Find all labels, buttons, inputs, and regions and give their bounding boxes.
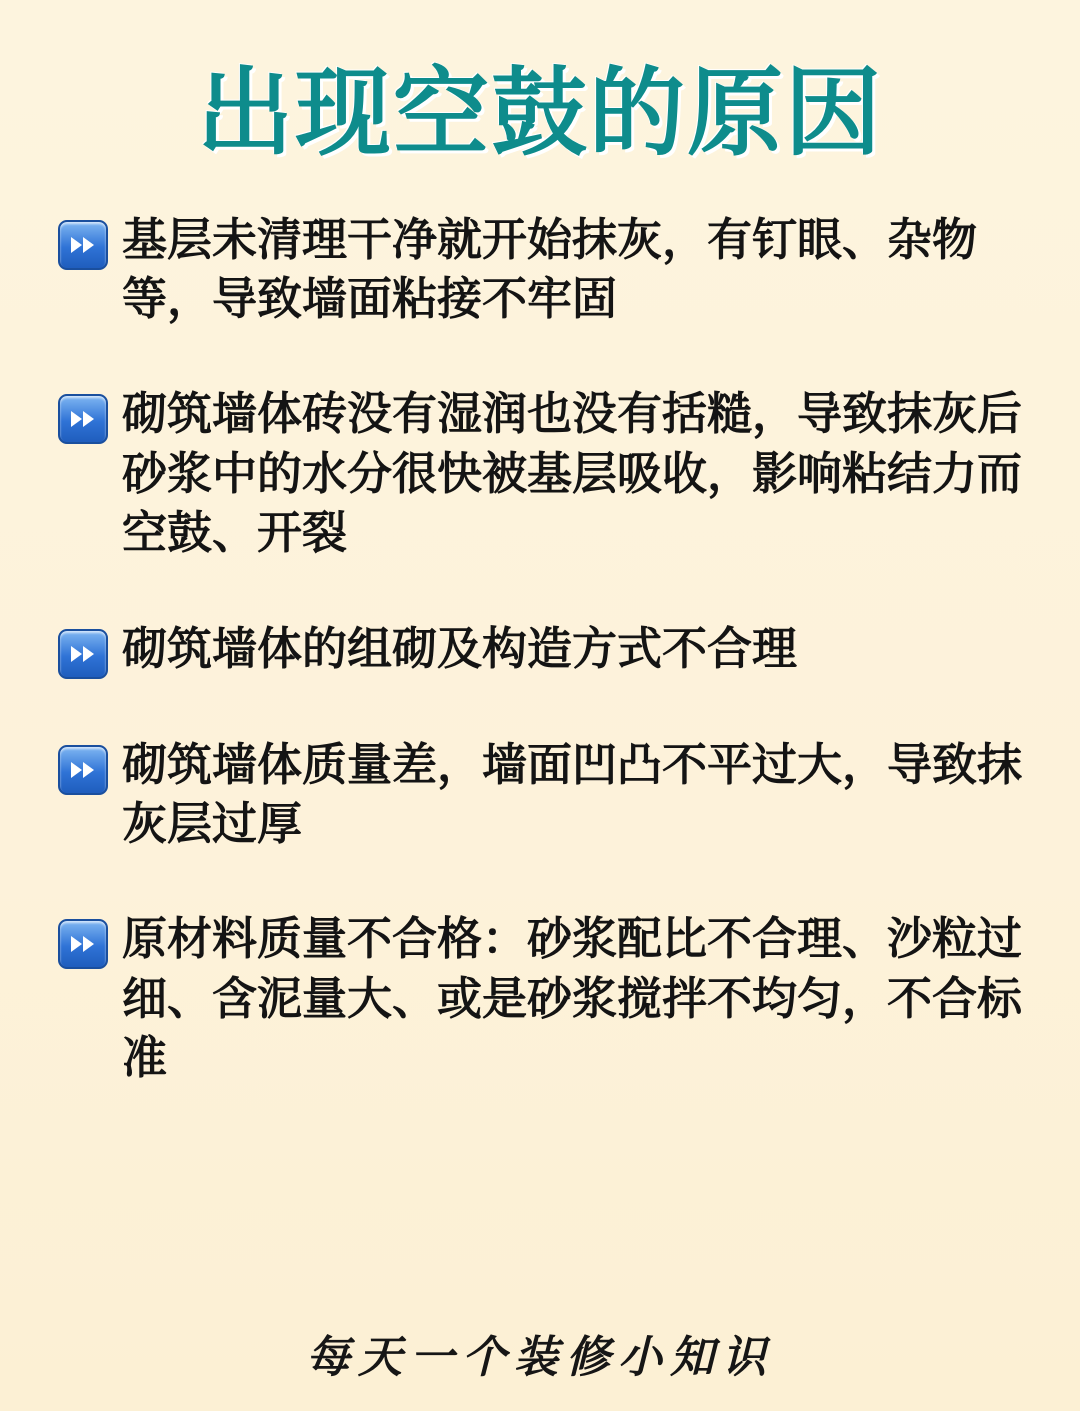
fast-forward-icon	[58, 745, 108, 795]
fast-forward-icon	[58, 919, 108, 969]
list-item	[58, 735, 1022, 854]
list-item	[58, 909, 1022, 1087]
list-item	[58, 210, 1022, 329]
list-item	[58, 384, 1022, 562]
list-item-text: 砌筑墙体砖没有湿润也没有括糙，导致抹灰后砂浆中的水分很快被基层吸收，影响粘结力而空鼓、开裂	[122, 388, 1023, 559]
list-item-text: 砌筑墙体的组砌及构造方式不合理	[122, 622, 798, 674]
list-item-text: 基层未清理干净就开始抹灰，有钉眼、杂物等，导致墙面粘接不牢固	[122, 213, 978, 325]
fast-forward-icon	[58, 220, 108, 270]
footer-tagline: 每天一个装修小知识	[306, 1333, 774, 1382]
fast-forward-icon	[58, 629, 108, 679]
list-item-text: 原材料质量不合格：砂浆配比不合理、沙粒过细、含泥量大、或是砂浆搅拌不均匀，不合标准	[122, 913, 1023, 1084]
list-item-text: 砌筑墙体质量差，墙面凹凸不平过大，导致抹灰层过厚	[122, 738, 1023, 850]
page-title: 出现空鼓的原因	[197, 60, 883, 167]
fast-forward-icon	[58, 394, 108, 444]
list-item	[58, 619, 1022, 679]
reasons-list	[58, 210, 1022, 1088]
